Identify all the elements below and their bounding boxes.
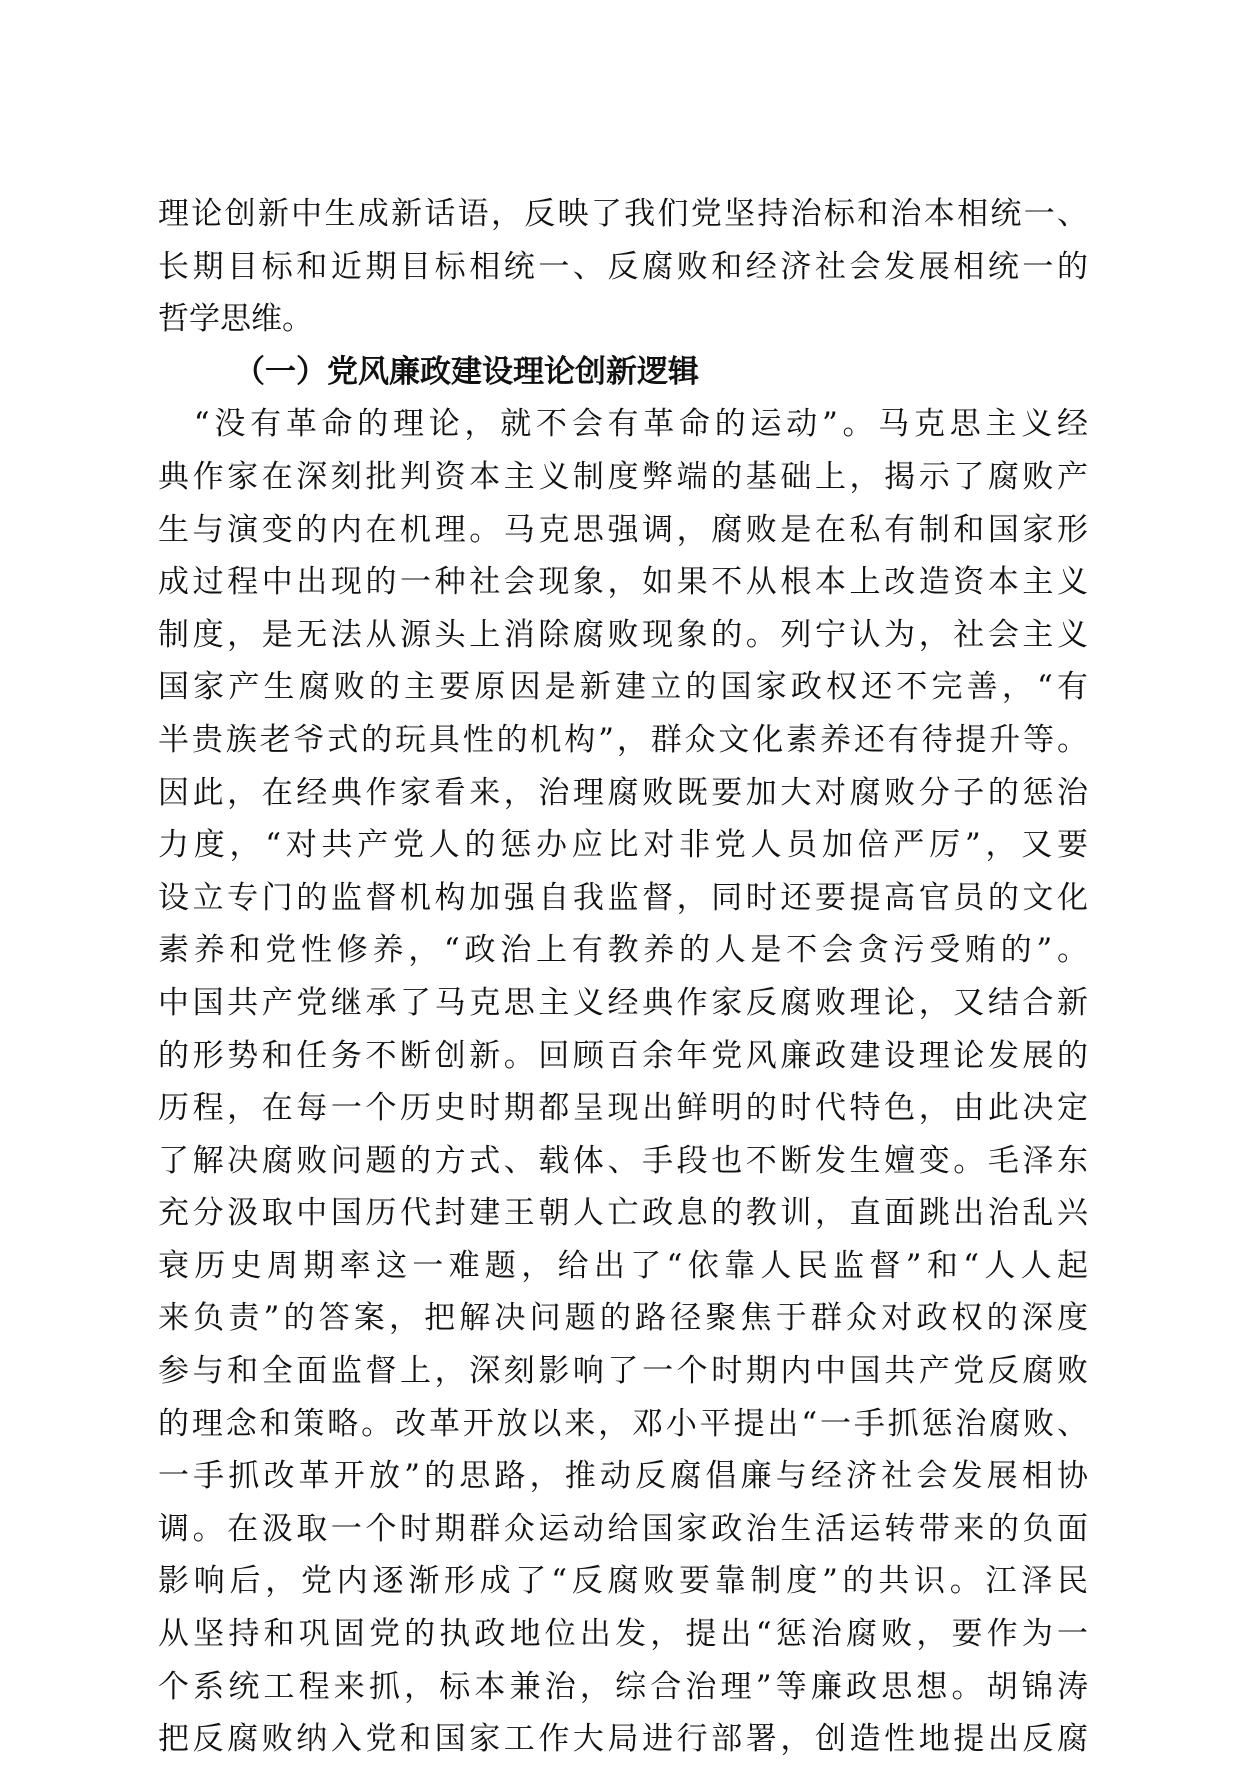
text-line: 素养和党性修养，“政治上有教养的人是不会贪污受贿的”。: [158, 932, 1088, 969]
text-line: 半贵族老爷式的玩具性的机构”，群众文化素养还有待提升等。: [158, 721, 1088, 758]
text-line: 的理念和策略。改革开放以来，邓小平提出“一手抓惩治腐败、: [158, 1405, 1088, 1442]
text-line: 来负责”的答案，把解决问题的路径聚焦于群众对政权的深度: [158, 1300, 1088, 1337]
text-line: 一手抓改革开放”的思路，推动反腐倡廉与经济社会发展相协: [158, 1458, 1088, 1495]
text-line: 长期目标和近期目标相统一、反腐败和经济社会发展相统一的: [158, 248, 1088, 285]
text-line: 中国共产党继承了马克思主义经典作家反腐败理论，又结合新: [158, 984, 1088, 1021]
section-heading: （一）党风廉政建设理论创新逻辑: [234, 353, 699, 390]
text-line: 典作家在深刻批判资本主义制度弊端的基础上，揭示了腐败产: [158, 458, 1088, 495]
text-line: 了解决腐败问题的方式、载体、手段也不断发生嬗变。毛泽东: [158, 1142, 1088, 1179]
text-line: 参与和全面监督上，深刻影响了一个时期内中国共产党反腐败: [158, 1353, 1088, 1390]
text-line: 理论创新中生成新话语，反映了我们党坚持治标和治本相统一、: [158, 196, 1088, 232]
text-line: 衰历史周期率这一难题，给出了“依靠人民监督”和“人人起: [158, 1247, 1088, 1284]
text-line: “没有革命的理论，就不会有革命的运动”。马克思主义经: [158, 406, 1088, 443]
text-line: 历程，在每一个历史时期都呈现出鲜明的时代特色，由此决定: [158, 1090, 1088, 1127]
body-text: [158, 188, 1088, 1766]
text-line: 影响后，党内逐渐形成了“反腐败要靠制度”的共识。江泽民: [158, 1563, 1088, 1600]
text-line: 个系统工程来抓，标本兼治，综合治理”等廉政思想。胡锦涛: [158, 1668, 1088, 1705]
text-line: 设立专门的监督机构加强自我监督，同时还要提高官员的文化: [158, 879, 1088, 916]
text-line: 制度，是无法从源头上消除腐败现象的。列宁认为，社会主义: [158, 616, 1088, 653]
text-line: 因此，在经典作家看来，治理腐败既要加大对腐败分子的惩治: [158, 774, 1088, 811]
text-line: 调。在汲取一个时期群众运动给国家政治生活运转带来的负面: [158, 1510, 1088, 1547]
text-line: 从坚持和巩固党的执政地位出发，提出“惩治腐败，要作为一: [158, 1616, 1088, 1653]
text-line: 把反腐败纳入党和国家工作大局进行部署，创造性地提出反腐: [158, 1721, 1088, 1758]
text-line: 国家产生腐败的主要原因是新建立的国家政权还不完善，“有: [158, 669, 1088, 706]
text-line: 力度，“对共产党人的惩办应比对非党人员加倍严厉”，又要: [158, 827, 1088, 864]
text-line: 生与演变的内在机理。马克思强调，腐败是在私有制和国家形: [158, 511, 1088, 548]
text-line: 的形势和任务不断创新。回顾百余年党风廉政建设理论发展的: [158, 1037, 1088, 1074]
text-line: 哲学思维。: [158, 301, 313, 338]
text-line: 充分汲取中国历代封建王朝人亡政息的教训，直面跳出治乱兴: [158, 1195, 1088, 1232]
text-line: 成过程中出现的一种社会现象，如果不从根本上改造资本主义: [158, 564, 1088, 601]
